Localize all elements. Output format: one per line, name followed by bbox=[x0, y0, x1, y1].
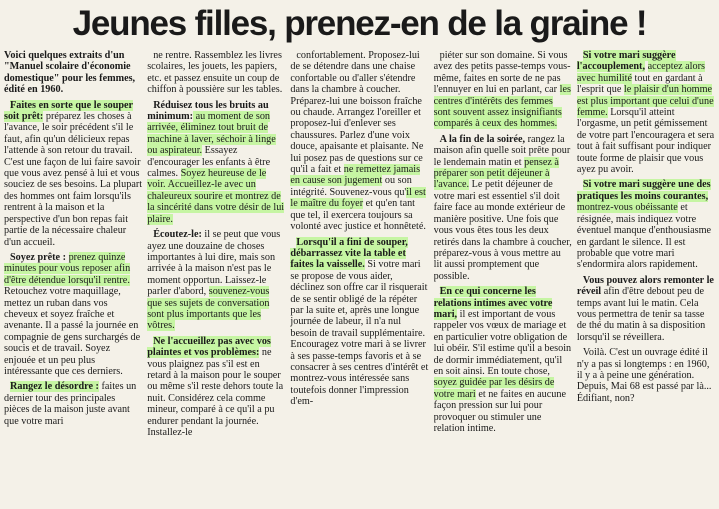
highlighted-text: pensez à préparer son petit déjeuner à l'avance. bbox=[433, 156, 559, 191]
text-run: il est important de vous rappeler vos vœux de mariage et en particulier votre obligation de lui obéir. S'il estime qu'il a besoin de dormir immédiatement, qu'il en soit ainsi. En toute chose, bbox=[433, 308, 572, 377]
text-run: confortablement. Proposez-lui de se détendre dans une chaise confortable ou d'aller s'étendre dans la chambre à coucher. Préparez-lui une boisson fraîche ou chaude. Arrangez l'oreiller et proposez-lui d'enlever ses chaussures. Parlez d'une voix douce, apaisante et plaisante. Ne lui posez pas de questions sur ce qu'il a fait et bbox=[290, 50, 424, 176]
text-run: Essayez d'encourager les enfants à être calmes. bbox=[147, 145, 271, 180]
paragraph bbox=[4, 100, 142, 248]
text-run: faites un dernier tour des principales pièces de la maison juste avant que votre mari bbox=[4, 381, 137, 427]
text-column-2 bbox=[147, 50, 285, 506]
text-column-4 bbox=[434, 50, 572, 506]
highlighted-text: ne remettez jamais en cause son jugement bbox=[290, 164, 421, 187]
highlighted-text: Si votre mari suggère une des pratiques les moins courantes, bbox=[576, 179, 711, 202]
text-run: rangez la maison afin quelle soit prête pour le lendemain matin et bbox=[433, 133, 571, 168]
text-run: et résignée, mais indiquez votre éventuel manque d'enthousiasme en gardant le silence. Il est probable que votre mari s'endormira alors rapidement. bbox=[576, 202, 712, 271]
highlighted-text: Lorsqu'il a fini de souper, débarrassez vite la table et faites la vaisselle. bbox=[290, 236, 408, 271]
text-run: Voilà. C'est un ouvrage édité il n'y a pas si longtemps : en 1960, il y a à peine une génération. Depuis, Mai 68 est passé par là... Édifiant, non? bbox=[576, 347, 712, 404]
text-run: ou son intégrité. Souvenez-vous qu' bbox=[290, 175, 412, 198]
text-run: et ne faites en aucune façon pression sur lui pour provoquer ou stimuler une relation intime. bbox=[433, 388, 566, 434]
highlighted-text: Ne l'accueillez pas avec vos plaintes et vos problèmes: bbox=[147, 335, 271, 359]
paragraph bbox=[577, 275, 715, 343]
text-run: et qu'en tant que tel, il exercera toujours sa volonté avec justice et honnêteté. bbox=[290, 198, 426, 233]
paragraph bbox=[577, 179, 715, 270]
text-run: préparez les choses à l'avance, le soir précédent s'il le faut, afin qu'un délicieux repas l'attende à son retour du travail. C'est une façon de lui faire savoir que vous avez pensé à lui et vous souciez de ses besoins. La plupart des hommes ont faim lorsqu'ils rentrent à la maison et la perspective d'un bon repas fait partie de la nécessaire chaleur d'un accueil. bbox=[4, 111, 143, 248]
article-columns bbox=[4, 48, 715, 506]
highlighted-text: prenez quinze minutes pour vous reposer afin d'être détendue lorsqu'il rentre. bbox=[4, 251, 131, 286]
bold-text: Vous pouvez alors remonter le réveil bbox=[576, 274, 714, 298]
text-run: ne rentre. Rassemblez les livres scolaires, les jouets, les papiers, etc. et passez ensuite un coup de chiffon à poussière sur les tables. bbox=[147, 50, 283, 96]
highlighted-text: Soyez heureuse de le voir. Accueillez-le avec un chaleureux sourire et montrez de la sincérité dans votre désir de lui plaire. bbox=[147, 168, 285, 225]
highlighted-text: acceptez alors avec humilité bbox=[576, 61, 705, 84]
text-run: tout en gardant à l'esprit que bbox=[576, 72, 703, 96]
paragraph bbox=[434, 286, 572, 434]
article-title: Jeunes filles, prenez-en de la graine ! bbox=[72, 4, 647, 43]
text-column-1 bbox=[4, 50, 142, 506]
paragraph bbox=[4, 252, 142, 377]
paragraph bbox=[147, 336, 285, 439]
bold-text: Voici quelques extraits d'un "Manuel scolaire d'économie domestique" pour les femmes, édité en 1960. bbox=[4, 50, 136, 96]
highlighted-text: soyez guidée par les désirs de votre mari bbox=[433, 377, 555, 400]
paragraph bbox=[290, 50, 428, 233]
text-run: Le petit déjeuner de votre mari est essentiel s'il doit faire face au monde extérieur de manière positive. Une fois que vous vous êtes tous les deux retirés dans la chambre à coucher, préparez-vous à vous mettre au lit aussi promptement que possible. bbox=[433, 179, 572, 282]
paragraph bbox=[290, 237, 428, 408]
highlighted-text: Rangez le désordre : bbox=[10, 381, 99, 393]
highlighted-text: les centres d'intérêts des femmes sont souvent assez insignifiants comparés à ceux des hommes. bbox=[433, 84, 571, 130]
text-run: Si votre mari se propose de vous aider, déclinez son offre car il risquerait de se sentir obligé de la répéter par la suite et, après une longue journée de labeur, il n'a nul besoin de travail supplémentaire. Encouragez votre mari à se livrer à ses passe-temps favoris et à se consacrer à ses centres d'intérêt et montrez-vous intéressée sans toutefois donner l'impression d'em- bbox=[290, 259, 429, 408]
highlighted-text: au moment de son arrivée, éliminez tout bruit de machine à laver, séchoir à linge ou aspirateur. bbox=[147, 111, 276, 157]
text-run: Retouchez votre maquillage, mettez un ruban dans vos cheveux et soyez fraîche et avenante. Il a passé la journée en compagnie de gens surchargés de soucis et de travail. Soyez enjouée et un peu plus intéressante que ces derniers. bbox=[4, 286, 141, 377]
paragraph bbox=[4, 50, 142, 96]
highlighted-text: souvenez-vous que ses sujets de conversation sont plus importants que les vôtres. bbox=[147, 286, 270, 332]
paragraph bbox=[147, 229, 285, 332]
bold-text: A la fin de la soirée, bbox=[439, 133, 526, 145]
paragraph bbox=[577, 50, 715, 175]
text-run: Lorsqu'il atteint l'orgasme, un petit gémissement de votre part l'encouragera et sera tout à fait suffisant pour indiquer toute forme de plaisir que vous ayez pu avoir. bbox=[576, 107, 715, 176]
highlighted-text: En ce qui concerne les relations intimes avec votre mari, bbox=[433, 286, 553, 320]
bold-text: Écoutez-le: bbox=[153, 229, 202, 241]
paragraph bbox=[147, 50, 285, 96]
text-column-3 bbox=[290, 50, 428, 506]
highlighted-text: montrez-vous obéissante bbox=[576, 202, 678, 214]
paragraph bbox=[577, 347, 715, 404]
highlighted-text: il est le maître du foyer bbox=[290, 186, 426, 210]
paragraph bbox=[147, 100, 285, 225]
bold-text: Réduisez tous les bruits au minimum: bbox=[147, 99, 269, 123]
text-run: il se peut que vous ayez une douzaine de choses importantes à lui dire, mais son arrivée à la maison n'est pas le moment opportun. Laissez-le parler d'abord, bbox=[147, 229, 281, 298]
paragraph bbox=[434, 50, 572, 130]
text-run: afin d'être debout peu de temps avant lui le matin. Cela vous permettra de tenir sa tasse de thé du matin à sa disposition lorsqu'il se réveillera. bbox=[576, 286, 706, 343]
text-column-5 bbox=[577, 50, 715, 506]
bold-text: Soyez prête : bbox=[10, 251, 67, 263]
text-run: piéter sur son domaine. Si vous avez des petits passe-temps vous-même, faites en sorte de ne pas l'ennuyer en lui en parlant, car bbox=[433, 50, 571, 96]
text-run: ne vous plaignez pas s'il est en retard à la maison pour le souper ou même s'il reste dehors toute la nuit. Considérez cela comme mineur, comparé à ce qu'il a pu endurer pendant la journée. Installez-le bbox=[147, 347, 284, 438]
paragraph bbox=[434, 134, 572, 282]
paragraph bbox=[4, 381, 142, 427]
highlighted-text: Faites en sorte que le souper soit prêt: bbox=[4, 99, 134, 123]
highlighted-text: le plaisir d'un homme est plus important que celui d'une femme. bbox=[576, 84, 714, 119]
highlighted-text: Si votre mari suggère l'accouplement, bbox=[576, 50, 676, 73]
